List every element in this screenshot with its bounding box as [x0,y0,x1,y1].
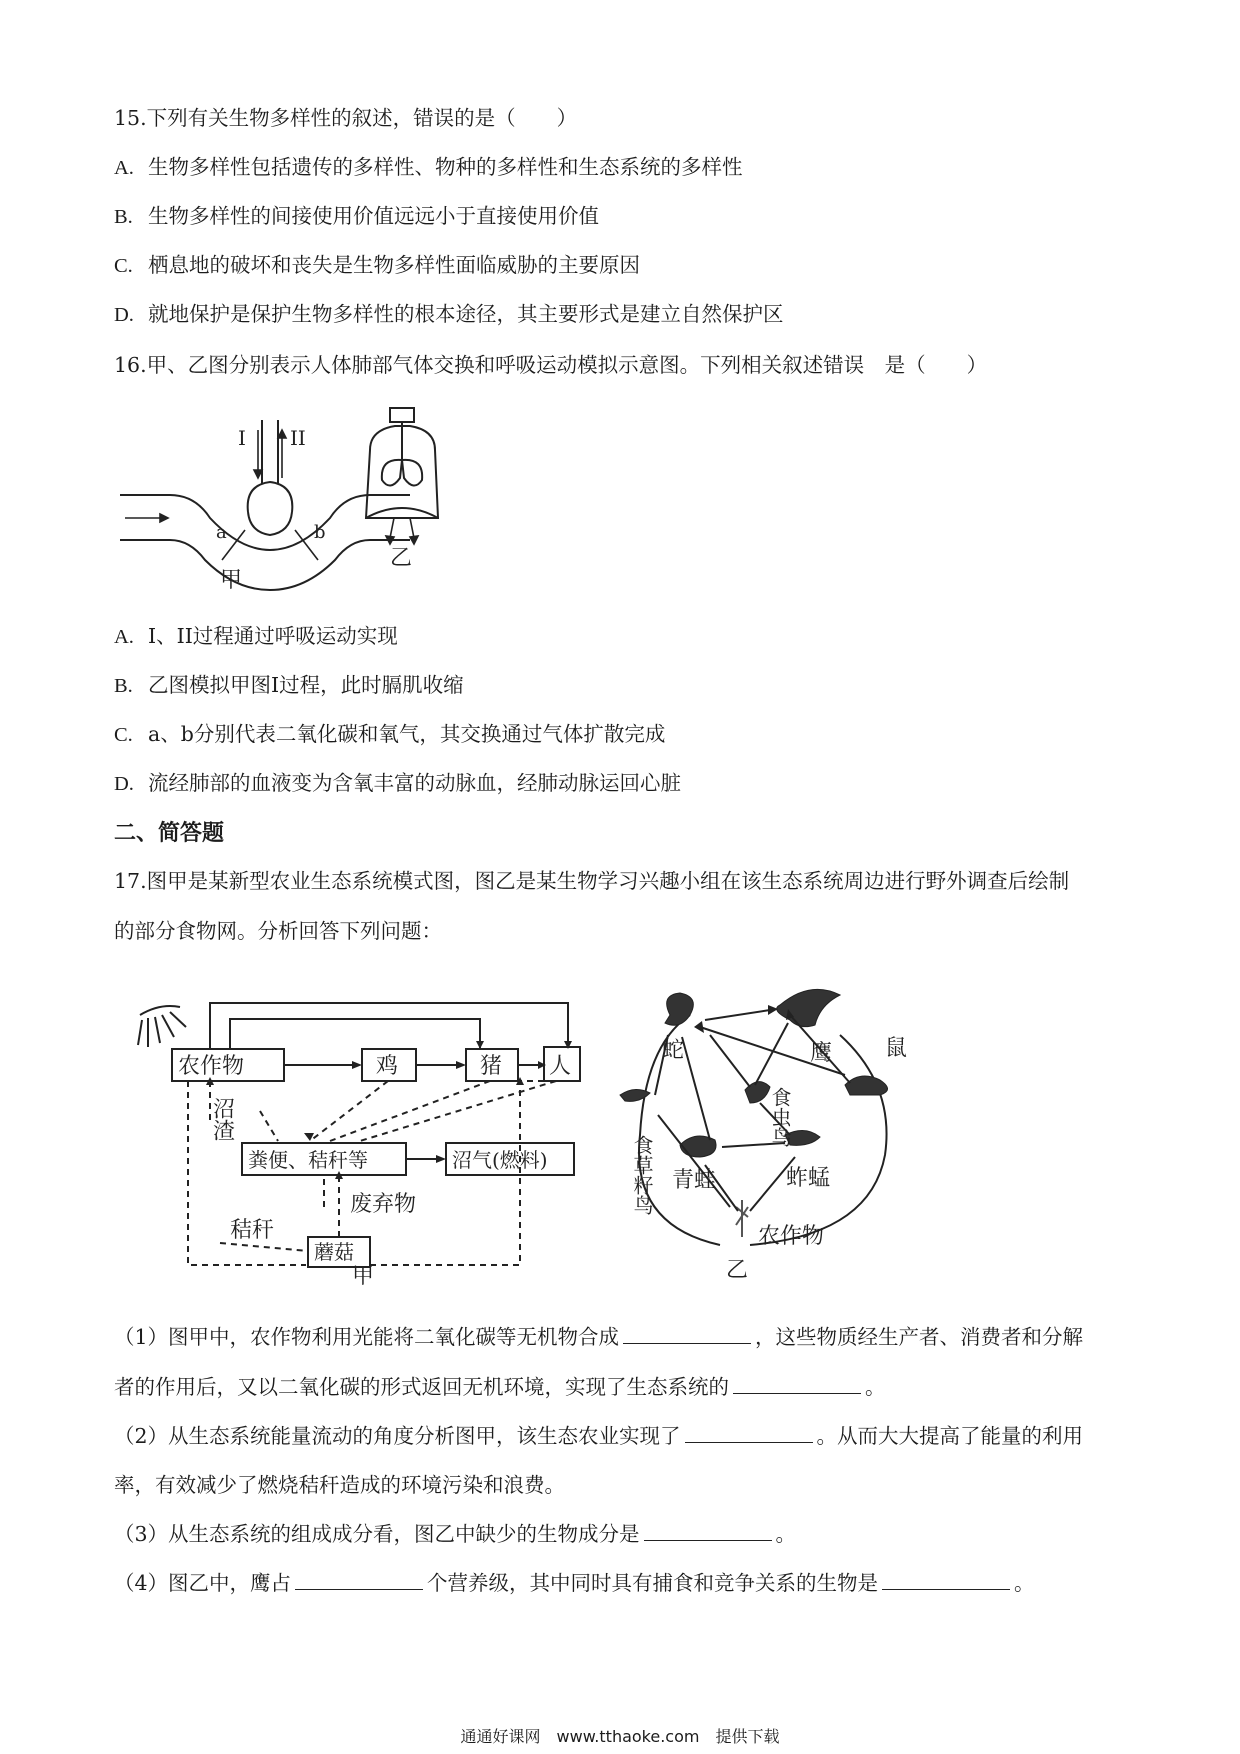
option-letter: C. [114,255,133,277]
q16-figure-yi [350,400,460,575]
q17-sub1-line1 [114,1322,1083,1352]
option-letter: D. [114,304,134,326]
figure-yi-label: 乙 [726,1258,749,1283]
roman-two-label: II [290,426,306,450]
option-letter: B. [114,675,133,697]
answer-blank[interactable] [685,1422,813,1443]
sub-text: 率，有效减少了燃烧秸秆造成的环境污染和浪费。 [114,1473,565,1497]
label-grasshopper: 蚱蜢 [786,1166,831,1191]
animal-silhouettes [620,989,888,1237]
q16-option-c [114,719,665,750]
option-text: 就地保护是保护生物多样性的根本途径，其主要形式是建立自然保护区 [148,302,784,326]
bell-jar-model [366,408,438,518]
option-letter: A. [114,157,134,179]
label-manure: 粪便、秸秆等 [248,1148,368,1172]
sub-text: 。 [865,1375,886,1399]
label-straw: 秸秆 [230,1218,275,1243]
label-pig: 猪 [480,1054,503,1079]
answer-blank[interactable] [733,1373,861,1394]
label-frog: 青蛙 [672,1168,717,1193]
figure-jia-label: 甲 [220,568,243,593]
q16-stem: 16.甲、乙图分别表示人体肺部气体交换和呼吸运动模拟示意图。下列相关叙述错误 是（ ） [114,353,988,377]
section-title: 二、简答题 [114,821,225,846]
figure-jia-label: 甲 [352,1264,375,1285]
q15-option-a [114,152,743,183]
page-footer: 通通好课网 www.tthaoke.com 提供下载 [460,1727,780,1746]
answer-blank[interactable] [644,1520,772,1541]
q17-sub2-line2 [114,1470,565,1500]
q15-stem: 15.下列有关生物多样性的叙述，错误的是（ ） [114,106,578,130]
label-snake: 蛇 [662,1038,685,1063]
option-letter: A. [114,626,134,648]
option-letter: D. [114,773,134,795]
figure-yi-label: 乙 [390,546,413,571]
q17-sub4 [114,1568,1035,1598]
option-text: a、b分别代表二氧化碳和氧气，其交换通过气体扩散完成 [148,722,666,746]
snake-icon [665,993,693,1025]
eagle-icon [777,989,840,1026]
b-label: b [314,522,326,543]
q15-option-d [114,299,784,330]
label-crops: 农作物 [178,1054,245,1079]
option-text: 栖息地的破坏和丧失是生物多样性面临威胁的主要原因 [148,253,640,277]
option-text: I、II过程通过呼吸运动实现 [148,624,398,648]
label-crops: 农作物 [758,1224,825,1249]
q16-option-d [114,768,681,799]
label-mouse: 鼠 [885,1036,908,1061]
answer-blank[interactable] [882,1569,1010,1590]
option-letter: B. [114,206,133,228]
sub-text: 。 [775,1522,797,1546]
option-text: 生物多样性包括遗传的多样性、物种的多样性和生态系统的多样性 [148,155,743,179]
seed-bird-icon [620,1089,650,1101]
answer-blank[interactable] [623,1323,751,1344]
q17-sub2-line1 [114,1421,1083,1451]
sun-icon [138,1006,186,1047]
crops-icon [736,1200,748,1237]
label-biogas-residue: 沼渣 [209,1097,235,1141]
answer-blank[interactable] [295,1569,423,1590]
q17-stem-line2: 的部分食物网。分析回答下列问题： [114,919,442,943]
option-text: 流经肺部的血液变为含氧丰富的动脉血，经肺动脉运回心脏 [148,771,681,795]
sub-text: 者的作用后，又以二氧化碳的形式返回无机环境，实现了生态系统的 [114,1375,729,1399]
roman-one-label: I [238,426,246,450]
label-chicken: 鸡 [376,1054,399,1079]
sub-text: 。从而大大提高了能量的利用 [816,1424,1084,1448]
q16-option-b [114,670,464,701]
sub-text: （2）从生态系统能量流动的角度分析图甲，该生态农业实现了 [114,1424,681,1448]
sub-text: （1）图甲中，农作物利用光能将二氧化碳等无机物合成 [114,1325,620,1349]
label-biogas: 沼气(燃料) [452,1148,548,1172]
q17-sub3 [114,1519,796,1549]
option-letter: C. [114,724,133,746]
q17-sub1-line2 [114,1372,886,1402]
q17-stem-line1: 17.图甲是某新型农业生态系统模式图，图乙是某生物学习兴趣小组在该生态系统周边进行野外调查后绘制 [114,869,1070,893]
label-insect-bird: 食虫鸟 [768,1087,792,1147]
label-eagle: 鹰 [810,1041,833,1066]
sub-text: 个营养级，其中同时具有捕食和竞争关系的生物是 [427,1571,879,1595]
q17-figure-jia [130,975,590,1285]
q16-option-a [114,621,398,652]
q15-option-c [114,250,640,281]
sub-text: ，这些物质经生产者、消费者和分解 [755,1325,1084,1349]
sub-text: 。 [1014,1571,1035,1595]
a-label: a [216,522,227,543]
label-waste: 废弃物 [350,1192,417,1217]
label-mushroom: 蘑菇 [314,1240,354,1264]
option-text: 乙图模拟甲图I过程，此时膈肌收缩 [148,673,464,697]
mouse-icon [845,1076,888,1095]
label-seed-bird: 食草籽鸟 [630,1135,654,1215]
label-human: 人 [549,1054,572,1079]
sub-text: （4）图乙中，鹰占 [114,1571,292,1595]
option-text: 生物多样性的间接使用价值远远小于直接使用价值 [148,204,599,228]
sub-text: （3）从生态系统的组成成分看，图乙中缺少的生物成分是 [114,1522,640,1546]
q17-figure-yi [610,975,950,1295]
q15-option-b [114,201,599,232]
